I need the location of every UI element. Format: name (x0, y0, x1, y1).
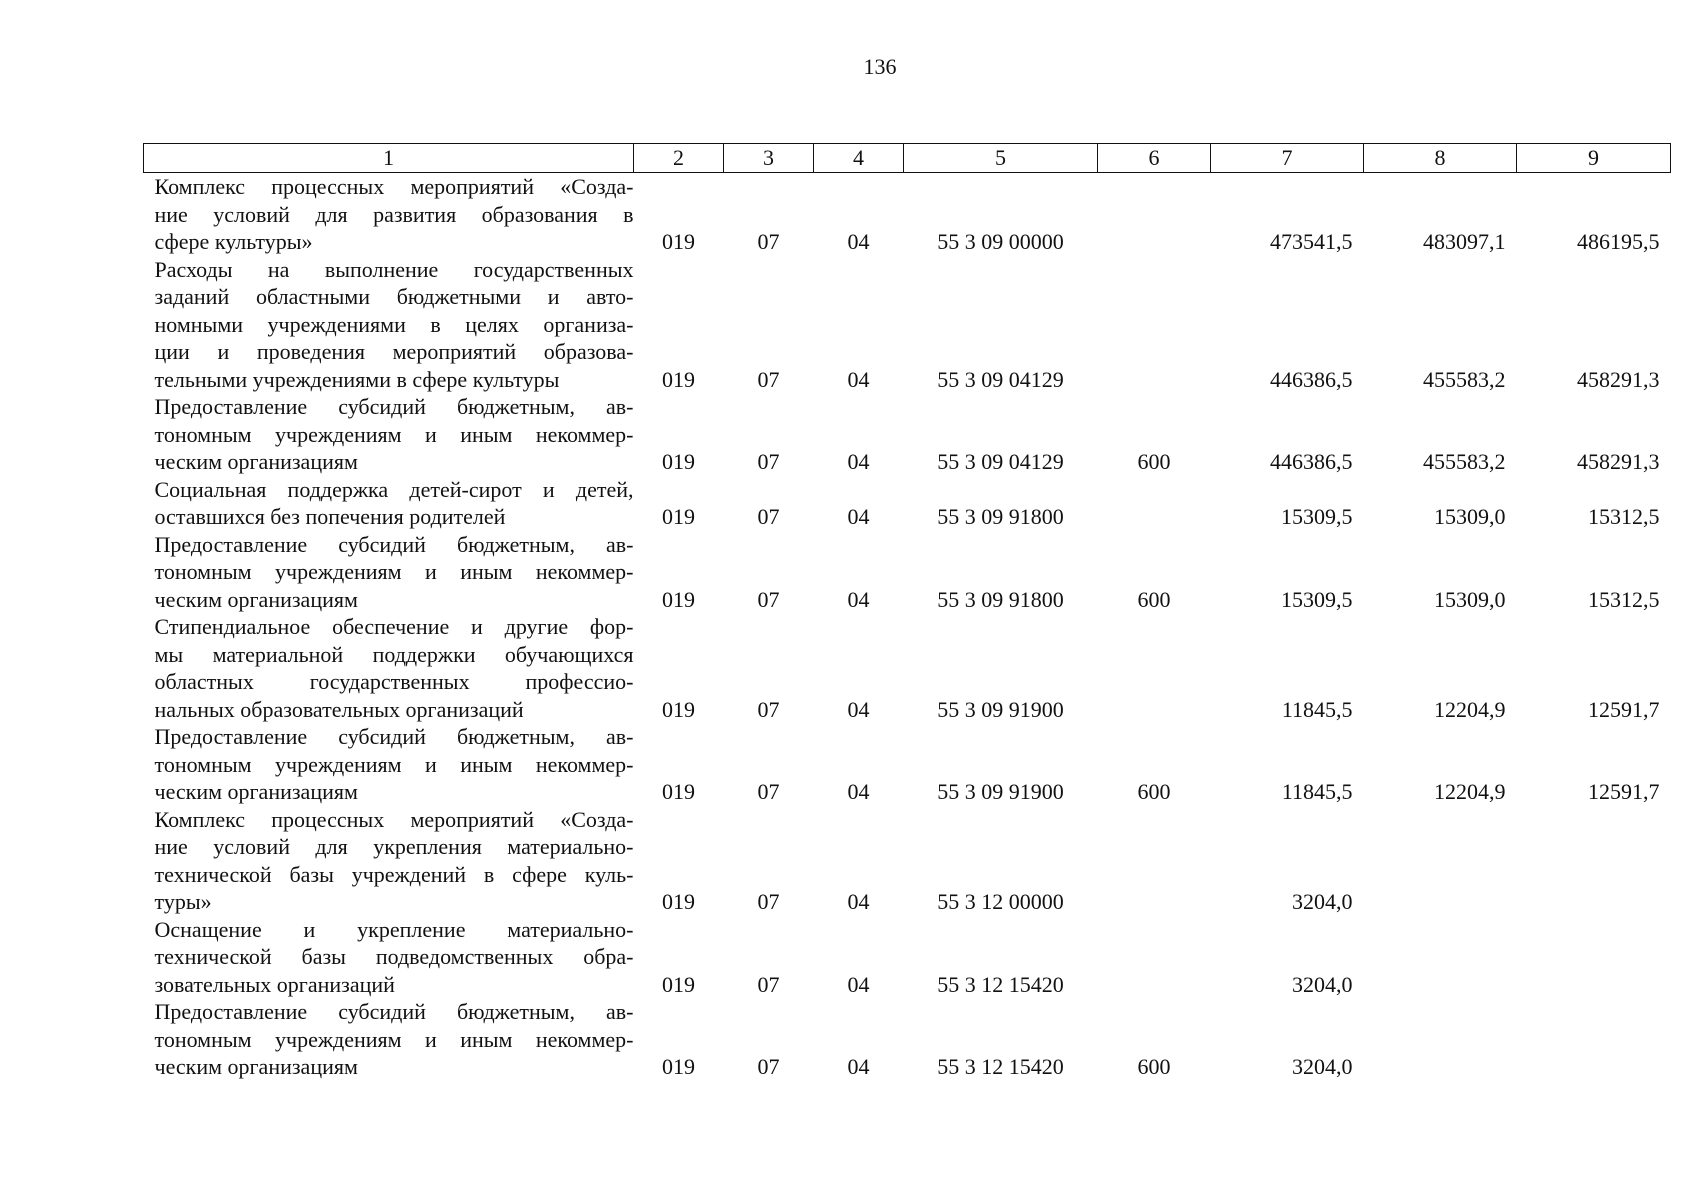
header-col-6: 6 (1098, 144, 1211, 173)
item-name-line: оставшихся без попечения родителей (154, 504, 506, 529)
cell-item-name (144, 806, 634, 916)
cell-amount-year-3: 12591,7 (1588, 696, 1660, 722)
cell-item-name (144, 476, 634, 531)
cell-subsection: 04 (847, 779, 870, 804)
cell-amount-year-2 (1364, 806, 1517, 916)
cell-section: 07 (757, 586, 780, 612)
cell-section: 07 (757, 229, 780, 254)
cell-target-article: 55 3 09 91900 (937, 696, 1064, 722)
header-col-1: 1 (144, 144, 634, 173)
cell-target-article: 55 3 12 00000 (937, 889, 1064, 914)
cell-target-article: 55 3 09 91800 (937, 586, 1064, 612)
cell-subsection: 04 (847, 889, 870, 914)
item-name-line: нальных образовательных организаций (154, 696, 524, 722)
cell-target-article: 55 3 09 04129 (937, 366, 1064, 392)
cell-grbs: 019 (662, 971, 695, 997)
item-name-line: ческим организациям (154, 1054, 358, 1079)
item-name-line: областных государственных профессио- (154, 669, 634, 694)
cell-amount-year-3: 458291,3 (1577, 366, 1660, 392)
item-name-line: мы материальной поддержки обучающихся (154, 641, 634, 667)
cell-amount-year-3: 458291,3 (1577, 449, 1660, 474)
cell-target-article: 55 3 09 00000 (937, 229, 1064, 254)
cell-item-name (144, 256, 634, 394)
table-row (144, 393, 1671, 476)
item-name-line: Предоставление субсидий бюджетным, ав- (154, 724, 634, 749)
cell-amount-year-3: 486195,5 (1577, 229, 1660, 254)
cell-amount-year-2: 12204,9 (1434, 696, 1506, 722)
header-col-5: 5 (904, 144, 1098, 173)
cell-amount-year-2: 15309,0 (1434, 586, 1506, 612)
cell-expense-type (1098, 806, 1211, 916)
cell-section: 07 (757, 449, 780, 474)
item-name-line: заданий областными бюджетными и авто- (154, 284, 634, 309)
cell-amount-year-1: 15309,5 (1281, 586, 1353, 612)
header-col-7: 7 (1211, 144, 1364, 173)
cell-item-name (144, 998, 634, 1081)
cell-amount-year-2 (1364, 998, 1517, 1081)
cell-item-name (144, 613, 634, 723)
cell-target-article: 55 3 09 04129 (937, 449, 1064, 474)
header-col-9: 9 (1517, 144, 1671, 173)
item-name-line: Комплекс процессных мероприятий «Созда- (154, 174, 634, 199)
table-header (144, 144, 1671, 173)
cell-amount-year-1: 11845,5 (1281, 779, 1353, 804)
item-name-line: номными учреждениями в целях организа- (154, 311, 634, 337)
cell-subsection: 04 (847, 1054, 870, 1079)
cell-grbs: 019 (662, 366, 695, 392)
item-name-line: технической базы учреждений в сфере куль- (154, 861, 634, 887)
item-name-line: Социальная поддержка детей-сирот и детей, (154, 476, 634, 502)
cell-subsection: 04 (847, 449, 870, 474)
cell-expense-type (1098, 613, 1211, 723)
cell-item-name (144, 531, 634, 614)
item-name-line: туры» (154, 889, 212, 914)
cell-amount-year-3: 15312,5 (1588, 586, 1660, 612)
cell-grbs: 019 (662, 449, 695, 474)
cell-target-article: 55 3 09 91900 (937, 779, 1064, 804)
cell-amount-year-2 (1364, 916, 1517, 999)
table-row (144, 916, 1671, 999)
item-name-line: тономным учреждениям и иным некоммер- (154, 559, 634, 584)
table-row (144, 173, 1671, 256)
item-name-line: технической базы подведомственных обра- (154, 944, 634, 969)
cell-subsection: 04 (847, 971, 870, 997)
cell-grbs: 019 (662, 696, 695, 722)
item-name-line: тономным учреждениям и иным некоммер- (154, 1026, 634, 1052)
header-col-8: 8 (1364, 144, 1517, 173)
cell-amount-year-2: 455583,2 (1423, 366, 1506, 392)
table-row (144, 723, 1671, 806)
cell-amount-year-3: 12591,7 (1588, 779, 1660, 804)
cell-expense-type (1098, 173, 1211, 256)
cell-amount-year-3 (1517, 806, 1671, 916)
table-row (144, 476, 1671, 531)
cell-amount-year-3 (1517, 998, 1671, 1081)
item-name-line: Стипендиальное обеспечение и другие фор- (154, 614, 634, 639)
item-name-line: тельными учреждениями в сфере культуры (154, 366, 560, 392)
cell-subsection: 04 (847, 696, 870, 722)
cell-grbs: 019 (662, 1054, 695, 1079)
cell-amount-year-1: 3204,0 (1292, 1054, 1353, 1079)
item-name-line: Предоставление субсидий бюджетным, ав- (154, 999, 634, 1024)
item-name-line: тономным учреждениям и иным некоммер- (154, 751, 634, 777)
cell-grbs: 019 (662, 504, 695, 529)
cell-amount-year-1: 473541,5 (1270, 229, 1353, 254)
item-name-line: ческим организациям (154, 449, 358, 474)
item-name-line: ции и проведения мероприятий образова- (154, 339, 634, 364)
cell-grbs: 019 (662, 779, 695, 804)
cell-section: 07 (757, 779, 780, 804)
cell-item-name (144, 393, 634, 476)
cell-amount-year-1: 3204,0 (1292, 889, 1353, 914)
cell-item-name (144, 723, 634, 806)
cell-amount-year-1: 15309,5 (1281, 504, 1353, 529)
cell-subsection: 04 (847, 229, 870, 254)
item-name-line: ческим организациям (154, 586, 358, 612)
cell-amount-year-3: 15312,5 (1588, 504, 1660, 529)
header-col-2: 2 (634, 144, 724, 173)
cell-subsection: 04 (847, 366, 870, 392)
table-row (144, 806, 1671, 916)
cell-section: 07 (757, 366, 780, 392)
cell-amount-year-1: 446386,5 (1270, 449, 1353, 474)
item-name-line: Предоставление субсидий бюджетным, ав- (154, 531, 634, 557)
cell-section: 07 (757, 1054, 780, 1079)
cell-section: 07 (757, 971, 780, 997)
header-col-4: 4 (814, 144, 904, 173)
cell-item-name (144, 916, 634, 999)
cell-amount-year-1: 446386,5 (1270, 366, 1353, 392)
item-name-line: сфере культуры» (154, 229, 313, 254)
cell-amount-year-2: 15309,0 (1434, 504, 1506, 529)
cell-amount-year-2: 12204,9 (1434, 779, 1506, 804)
cell-expense-type: 600 (1137, 779, 1171, 804)
cell-amount-year-2: 483097,1 (1423, 229, 1506, 254)
item-name-line: Оснащение и укрепление материально- (154, 916, 634, 942)
header-row (144, 144, 1671, 173)
item-name-line: зовательных организаций (154, 971, 395, 997)
cell-grbs: 019 (662, 229, 695, 254)
item-name-line: ние условий для развития образования в (154, 201, 634, 227)
page-number: 136 (863, 54, 897, 79)
header-col-3: 3 (724, 144, 814, 173)
cell-section: 07 (757, 889, 780, 914)
item-name-line: Расходы на выполнение государственных (154, 256, 634, 282)
cell-item-name (144, 173, 634, 256)
item-name-line: Комплекс процессных мероприятий «Созда- (154, 806, 634, 832)
cell-expense-type (1098, 476, 1211, 531)
cell-amount-year-3 (1517, 916, 1671, 999)
cell-grbs: 019 (662, 889, 695, 914)
cell-amount-year-1: 3204,0 (1292, 971, 1353, 997)
table-body (144, 173, 1671, 1081)
cell-target-article: 55 3 12 15420 (937, 971, 1064, 997)
item-name-line: ние условий для укрепления материально- (154, 834, 634, 859)
cell-amount-year-1: 11845,5 (1281, 696, 1353, 722)
cell-expense-type (1098, 256, 1211, 394)
table-row (144, 613, 1671, 723)
cell-amount-year-2: 455583,2 (1423, 449, 1506, 474)
cell-grbs: 019 (662, 586, 695, 612)
item-name-line: Предоставление субсидий бюджетным, ав- (154, 394, 634, 419)
table-row (144, 531, 1671, 614)
table-row (144, 256, 1671, 394)
cell-expense-type: 600 (1137, 1054, 1171, 1079)
cell-subsection: 04 (847, 504, 870, 529)
budget-table (143, 143, 1671, 1081)
cell-expense-type (1098, 916, 1211, 999)
item-name-line: ческим организациям (154, 779, 358, 804)
table-row (144, 998, 1671, 1081)
cell-expense-type: 600 (1137, 449, 1171, 474)
cell-section: 07 (757, 696, 780, 722)
cell-target-article: 55 3 09 91800 (937, 504, 1064, 529)
cell-subsection: 04 (847, 586, 870, 612)
item-name-line: тономным учреждениям и иным некоммер- (154, 421, 634, 447)
cell-target-article: 55 3 12 15420 (937, 1054, 1064, 1079)
cell-expense-type: 600 (1137, 586, 1171, 612)
cell-section: 07 (757, 504, 780, 529)
